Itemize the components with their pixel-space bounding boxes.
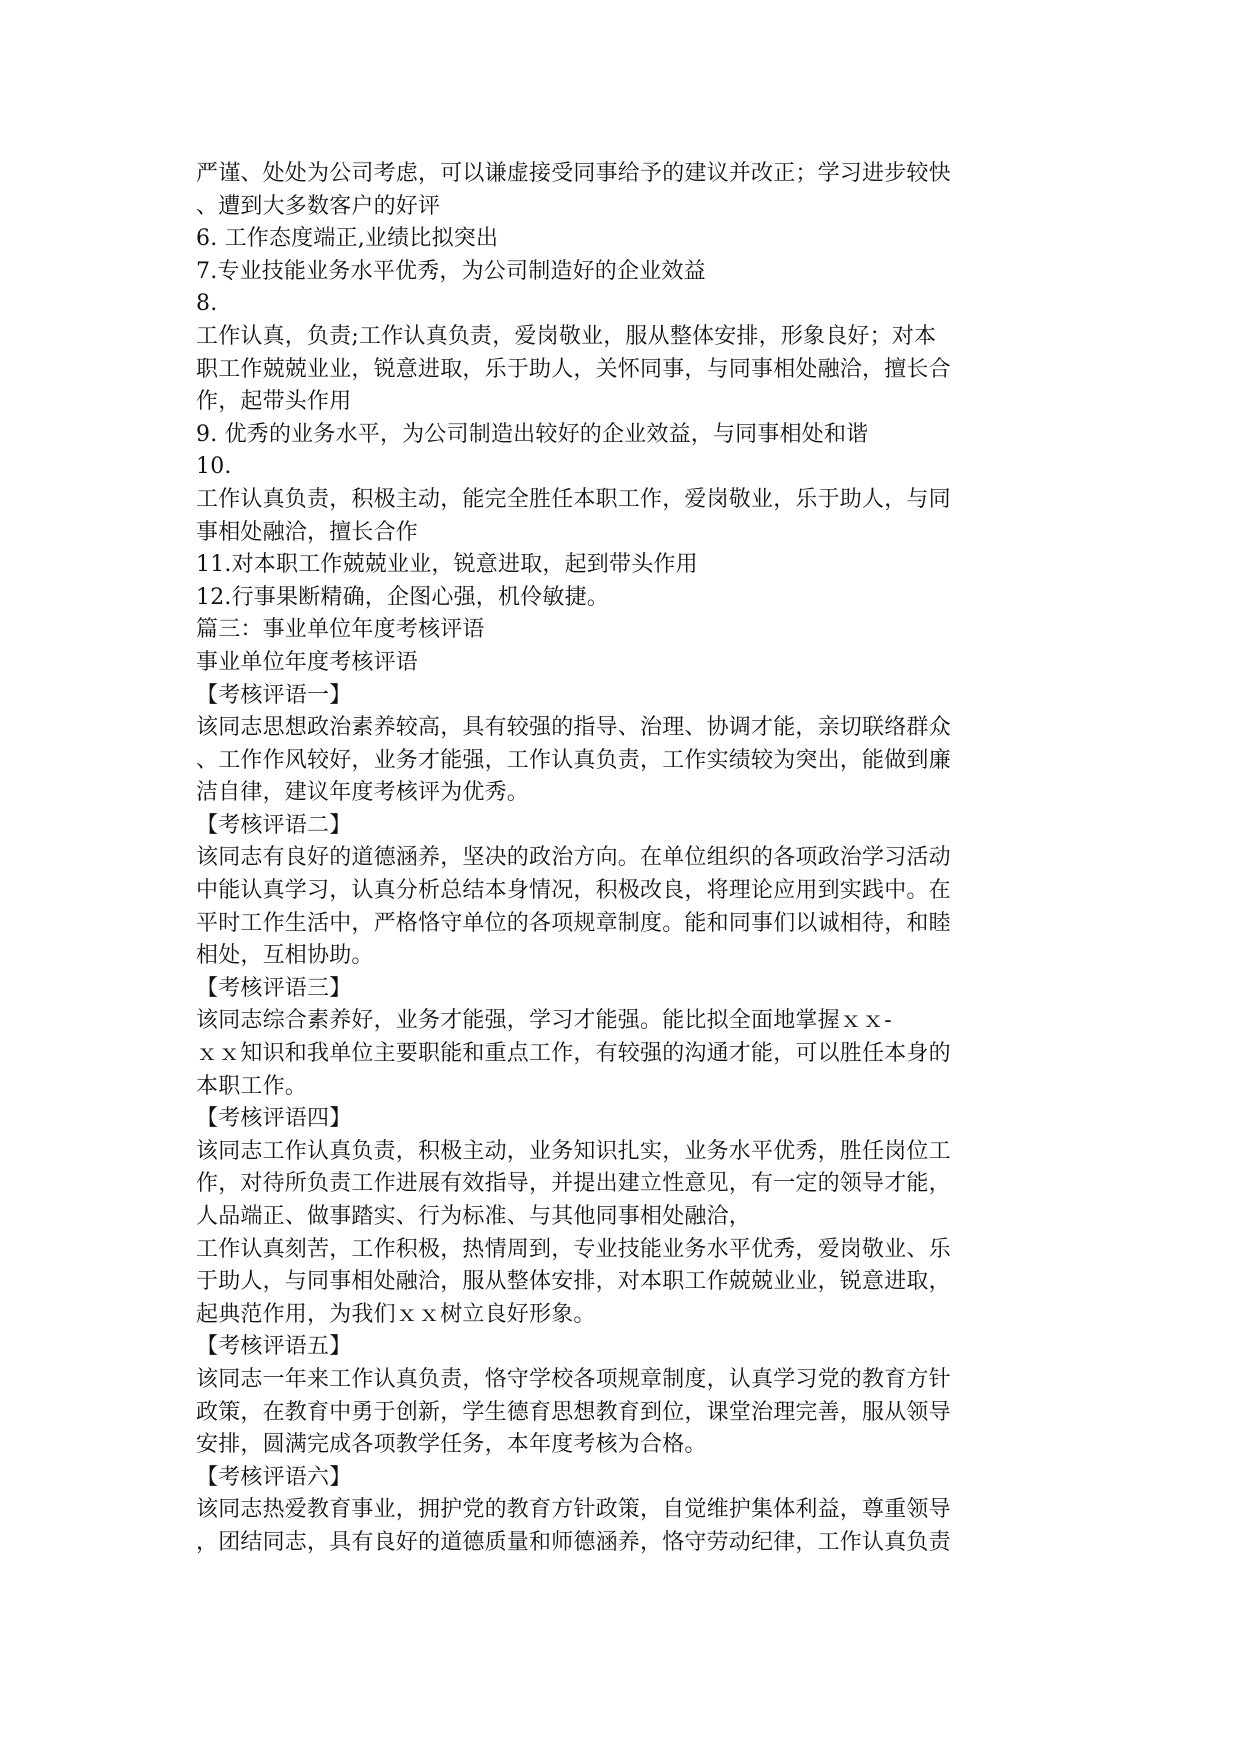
text-line: 于助人，与同事相处融洽，服从整体安排，对本职工作兢兢业业，锐意进取，: [196, 1269, 951, 1295]
text-line: 本职工作。: [196, 1073, 308, 1099]
text-line: 政策，在教育中勇于创新，学生德育思想教育到位，课堂治理完善，服从领导: [196, 1399, 951, 1425]
text-line: 人品端正、做事踏实、行为标准、与其他同事相处融洽，: [196, 1204, 752, 1229]
list-item: 9. 优秀的业务水平，为公司制造出较好的企业效益，与同事相处和谐: [196, 421, 869, 447]
text-line: 该同志工作认真负责，积极主动，业务知识扎实，业务水平优秀，胜任岗位工: [196, 1138, 951, 1164]
comment-heading: 【考核评语五】: [196, 1334, 352, 1360]
text-line: 作，对待所负责工作进展有效指导，并提出建立性意见，有一定的领导才能，: [196, 1171, 951, 1197]
text-line: 起典范作用，为我们ｘｘ树立良好形象。: [196, 1301, 596, 1327]
text-line: 工作认真刻苦，工作积极，热情周到，专业技能业务水平优秀，爱岗敬业、乐: [196, 1236, 951, 1262]
text-line: 安排，圆满完成各项教学任务，本年度考核为合格。: [196, 1432, 707, 1458]
text-line: 职工作兢兢业业，锐意进取，乐于助人，关怀同事，与同事相处融洽，擅长合: [196, 356, 951, 382]
text-line: 相处，互相协助。: [196, 943, 374, 969]
text-line: 工作认真负责，积极主动，能完全胜任本职工作，爱岗敬业，乐于助人，与同: [196, 486, 951, 512]
text-line: 该同志思想政治素养较高，具有较强的指导、治理、协调才能，亲切联络群众: [196, 715, 951, 741]
text-line: 作，起带头作用: [196, 389, 352, 415]
text-line: ｘｘ知识和我单位主要职能和重点工作，有较强的沟通才能，可以胜任本身的: [196, 1041, 951, 1067]
text-line: 平时工作生活中，严格恪守单位的各项规章制度。能和同事们以诚相待，和睦: [196, 910, 951, 936]
section-heading: 篇三：事业单位年度考核评语: [196, 617, 485, 643]
comment-heading: 【考核评语六】: [196, 1464, 352, 1490]
text-line: 该同志热爱教育事业，拥护党的教育方针政策，自觉维护集体利益，尊重领导: [196, 1497, 951, 1523]
comment-heading: 【考核评语四】: [196, 1106, 352, 1132]
list-item-number: 8.: [196, 291, 218, 317]
text-line: 中能认真学习，认真分析总结本身情况，积极改良，将理论应用到实践中。在: [196, 878, 951, 904]
list-item-number: 10.: [196, 454, 232, 480]
list-item: 7.专业技能业务水平优秀，为公司制造好的企业效益: [196, 258, 706, 284]
text-line: 该同志有良好的道德涵养，坚决的政治方向。在单位组织的各项政治学习活动: [196, 845, 951, 871]
document-body: [196, 158, 1056, 1560]
text-line: 、工作作风较好，业务才能强，工作认真负责，工作实绩较为突出，能做到廉: [196, 747, 951, 773]
text-line: 事相处融洽，擅长合作: [196, 519, 419, 545]
comment-heading: 【考核评语一】: [196, 682, 352, 708]
text-line: ，团结同志，具有良好的道德质量和师德涵养，恪守劳动纪律，工作认真负责: [196, 1529, 951, 1555]
text-line: 严谨、处处为公司考虑，可以谦虚接受同事给予的建议并改正；学习进步较快: [196, 161, 951, 186]
list-item: 6. 工作态度端正,业绩比拟突出: [196, 226, 499, 252]
list-item: 11.对本职工作兢兢业业，锐意进取，起到带头作用: [196, 552, 698, 578]
text-line: 该同志综合素养好，业务才能强，学习才能强。能比拟全面地掌握ｘｘ-: [196, 1008, 892, 1034]
text-line: 该同志一年来工作认真负责，恪守学校各项规章制度，认真学习党的教育方针: [196, 1366, 951, 1392]
text-line: 工作认真，负责;工作认真负责，爱岗敬业，服从整体安排，形象良好；对本: [196, 323, 937, 349]
list-item: 12.行事果断精确，企图心强，机伶敏捷。: [196, 584, 609, 610]
comment-heading: 【考核评语三】: [196, 975, 352, 1001]
text-line: 洁自律，建议年度考核评为优秀。: [196, 780, 530, 806]
comment-heading: 【考核评语二】: [196, 812, 352, 838]
section-title: 事业单位年度考核评语: [196, 649, 419, 675]
text-line: 、遭到大多数客户的好评: [196, 193, 441, 219]
